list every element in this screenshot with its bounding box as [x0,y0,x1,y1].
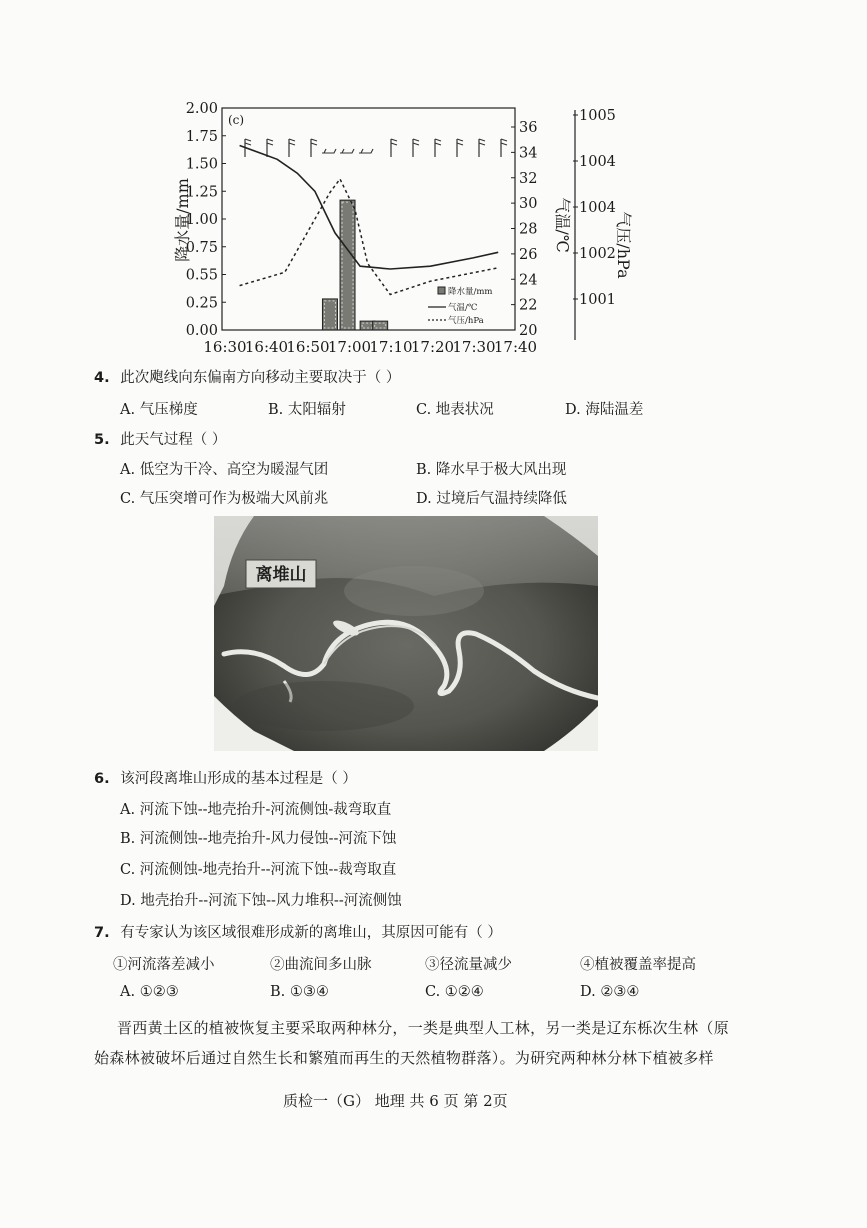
q6-option-b[interactable]: B. 河流侧蚀--地壳抬升-风力侵蚀--河流下蚀 [120,831,397,847]
left-tick-label: 1.75 [185,128,218,145]
temp-tick-label: 20 [519,323,538,339]
x-tick-label: 17:10 [369,338,413,356]
x-tick-label: 17:20 [410,338,455,356]
q7-item-1: ①河流落差减小 [113,957,215,973]
pressure-tick-label: 1004 [579,154,616,170]
left-tick-label: 0.00 [185,323,218,339]
q7-option-d[interactable]: D. ②③④ [580,984,640,1000]
wind-barb-flag [311,139,317,145]
wind-barb-flag [501,139,507,145]
q4-option-c[interactable]: C. 地表状况 [416,402,494,418]
pressure-line [240,179,499,295]
q4-option-d[interactable]: D. 海陆温差 [565,402,644,418]
wind-barb-flag [457,139,463,145]
page-footer: 质检一（G） 地理 共 6 页 第 2页 [283,1092,508,1110]
q5-stem [94,428,226,449]
left-tick-label: 0.75 [185,239,218,256]
temperature-line [240,146,499,270]
q6-stem [94,767,357,788]
temp-tick-label: 24 [519,272,538,289]
q4-stem [94,366,400,387]
x-tick-label: 17:30 [452,338,496,356]
wind-barb-flag [289,139,295,145]
left-tick-label: 1.25 [185,184,218,201]
wind-barb [340,149,354,153]
q6-option-d[interactable]: D. 地壳抬升--河流下蚀--风力堆积--河流侧蚀 [120,893,402,909]
wind-barb [322,149,336,153]
question-number: 6. [94,771,110,787]
pressure-tick-label: 1002 [579,246,616,262]
left-tick-label: 1.50 [185,156,218,173]
legend-label-precip: 降水量/mm [448,287,493,297]
q5-option-b[interactable]: B. 降水早于极大风出现 [416,462,567,478]
wind-barb-flag [245,139,251,145]
temp-tick-label: 34 [519,145,538,162]
legend-label-pressure: 气压/hPa [448,316,484,326]
q7-item-3: ③径流量减少 [425,957,512,973]
q7-option-b[interactable]: B. ①③④ [270,984,329,1000]
q7-option-a[interactable]: A. ①②③ [120,984,179,1000]
left-tick-label: 0.55 [185,267,218,284]
passage-line-1: 晋西黄土区的植被恢复主要采取两种林分，一类是典型人工林，另一类是辽东栎次生林（原 [117,1019,730,1037]
x-tick-label: 16:30 [203,338,247,356]
pressure-axis-title: 气压/hPa [614,211,633,279]
temp-tick-label: 30 [519,196,538,213]
pressure-tick-label: 1004 [579,200,616,216]
left-tick-label: 0.25 [185,295,218,312]
question-number: 4. [94,370,110,386]
wind-barb-flag [435,139,441,145]
q5-option-c[interactable]: C. 气压突增可作为极端大风前兆 [120,491,329,507]
x-tick-label: 17:40 [493,338,538,356]
legend-label-temp: 气温/℃ [448,303,478,313]
temp-tick-label: 36 [519,120,538,136]
temp-tick-label: 26 [519,246,538,263]
wind-barb-flag [413,139,419,145]
temp-tick-label: 22 [519,297,538,314]
pressure-tick-label: 1001 [579,292,616,308]
question-number: 7. [94,925,110,941]
q4-option-a[interactable]: A. 气压梯度 [120,402,198,418]
q6-option-a[interactable]: A. 河流下蚀--地壳抬升-河流侧蚀-裁弯取直 [120,802,392,818]
question-text: 该河段离堆山形成的基本过程是（ ） [120,771,357,787]
temp-axis-title: 气温/℃ [553,197,572,253]
question-text: 此次飑线向东偏南方向移动主要取决于（ ） [120,370,401,386]
left-axis-title: 降水量/mm [173,178,192,262]
x-tick-label: 16:50 [286,338,330,356]
q7-item-4: ④植被覆盖率提高 [580,957,696,973]
q4-option-b[interactable]: B. 太阳辐射 [268,402,346,418]
pressure-tick-label: 1005 [579,108,616,124]
river-meander-photo [214,516,598,751]
photo-label [246,560,316,588]
left-tick-label: 1.00 [185,212,218,228]
wind-barb [359,149,373,153]
q7-stem [94,921,502,942]
x-tick-label: 17:00 [327,338,372,356]
wind-barb-flag [267,139,273,145]
question-text: 此天气过程（ ） [120,432,227,448]
svg-text:离堆山: 离堆山 [255,565,307,585]
legend-swatch-precip [438,287,445,294]
x-tick-label: 16:40 [244,338,289,356]
passage-line-2: 始森林被破坏后通过自然生长和繁殖而再生的天然植物群落）。为研究两种林分林下植被多样 [94,1049,714,1067]
wind-barb-flag [391,139,397,145]
q7-option-c[interactable]: C. ①②④ [425,984,484,1000]
wind-barb-flag [479,139,485,145]
question-text: 有专家认为该区域很难形成新的离堆山，其原因可能有（ ） [120,925,502,941]
q5-option-a[interactable]: A. 低空为干冷、高空为暖湿气团 [120,462,329,478]
q5-option-d[interactable]: D. 过境后气温持续降低 [416,491,567,507]
q6-option-c[interactable]: C. 河流侧蚀-地壳抬升--河流下蚀--裁弯取直 [120,862,397,878]
temp-tick-label: 32 [519,170,538,187]
left-tick-label: 2.00 [185,101,218,117]
question-number: 5. [94,432,110,448]
temp-tick-label: 28 [519,221,538,238]
weather-chart [170,95,650,360]
panel-label: (c) [228,113,245,127]
q7-item-2: ②曲流间多山脉 [270,957,372,973]
